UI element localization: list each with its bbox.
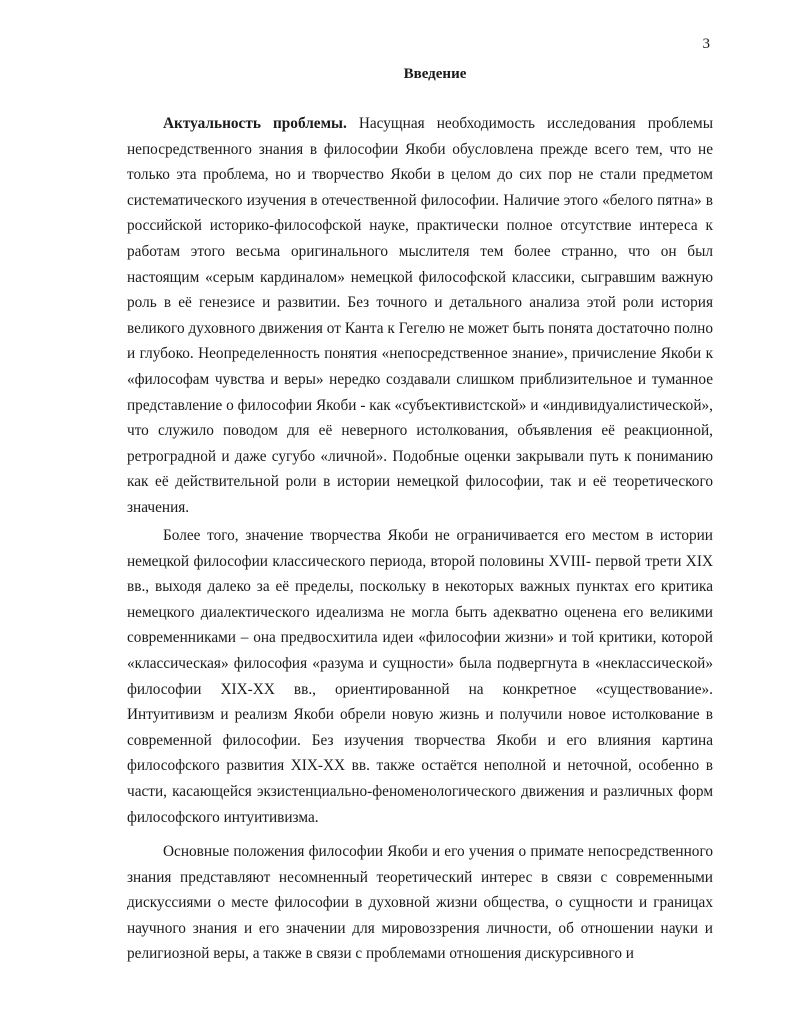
page-number: 3 bbox=[702, 36, 710, 52]
paragraph-3-text: Основные положения философии Якоби и его учения о примате непосредственного знания представляют несомненный теоретический интерес в связи с современными дискуссиями о месте философии в духовной жизни общества, о сущности и границах научного знания и его значении для мировоззрения личности, об отношении науки и религиозной веры, а также в связи с проблемами отношения дискурсивного и bbox=[127, 843, 713, 963]
paragraph-1-lead: Актуальность проблемы. bbox=[163, 115, 347, 132]
paragraph-1 bbox=[127, 111, 713, 521]
paragraph-3 bbox=[127, 839, 713, 967]
paragraph-1-text: Насущная необходимость исследования проблемы непосредственного знания в философии Якоби обусловлена прежде всего тем, что не только эта проблема, но и творчество Якоби в целом до сих пор не стали предметом систематического изучения в отечественной философии. Наличие этого «белого пятна» в российской историко-философской науке, практически полное отсутствие интереса к работам этого весьма оригинального мыслителя тем более странно, что он был настоящим «серым кардиналом» немецкой философской классики, сыгравшим важную роль в её генезисе и развитии. Без точного и детального анализа этой роли история великого духовного движения от Канта к Гегелю не может быть понята достаточно полно и глубоко. Неопределенность понятия «непосредственное знание», причисление Якоби к «философам чувства и веры» нередко создавали слишком приблизительное и туманное представление о философии Якоби - как «субъективистской» и «индивидуалистической», что служило поводом для её неверного истолкования, объявления её реакционной, ретроградной и даже сугубо «личной». Подобные оценки закрывали путь к пониманию как её действительной роли в истории немецкой философии, так и её теоретического значения. bbox=[127, 115, 713, 516]
paragraph-2-text: Более того, значение творчества Якоби не ограничивается его местом в истории немецкой философии классического периода, второй половины XVIII- первой трети XIX вв., выходя далеко за её пределы, поскольку в некоторых важных пунктах его критика немецкого диалектического идеализма не могла быть адекватно оценена его великими современниками – она предвосхитила идеи «философии жизни» и той критики, которой «классическая» философия «разума и сущности» была подвергнута в «неклассической» философии XIX-XX вв., ориентированной на конкретное «существование». Интуитивизм и реализм Якоби обрели новую жизнь и получили новое истолкование в современной философии. Без изучения творчества Якоби и его влияния картина философского развития XIX-XX вв. также остаётся неполной и неточной, особенно в части, касающейся экзистенциально-феноменологического движения и различных форм философского интуитивизма. bbox=[127, 527, 713, 826]
paragraph-1-body bbox=[127, 111, 713, 521]
page-title: Введение bbox=[403, 66, 467, 82]
paragraph-2 bbox=[127, 523, 713, 830]
